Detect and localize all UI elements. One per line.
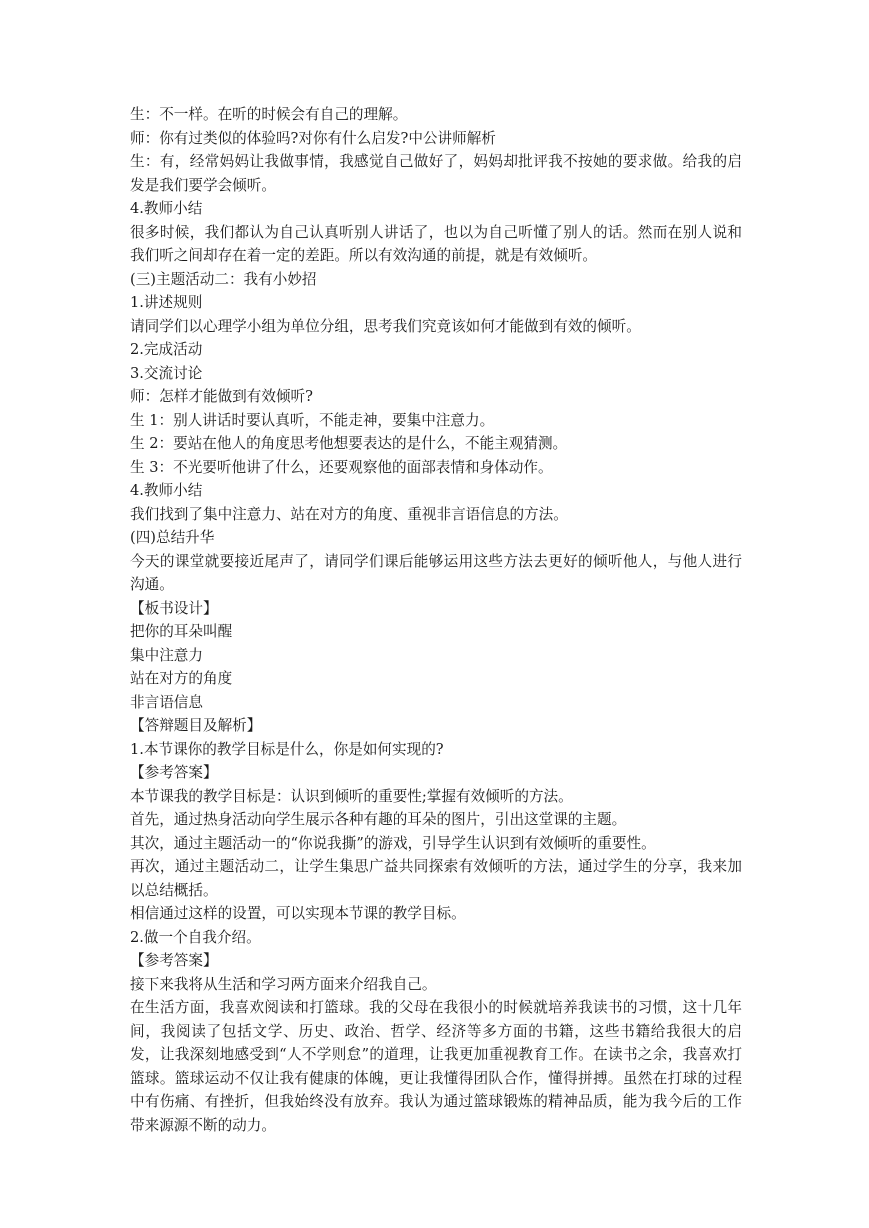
section-heading: 【板书设计】 <box>130 599 218 617</box>
text-paragraph: 在生活方面，我喜欢阅读和打篮球。我的父母在我很小的时候就培养我读书的习惯，这十几年间，我阅读了包括文学、历史、政治、哲学、经济等多方面的书籍，这些书籍给我很大的启发，让我深刻地感受到“人不学则怠”的道理，让我更加重视教育工作。在读书之余，我喜欢打篮球。篮球运动不仅让我有健康的体魄，更让我懂得团队合作，懂得拼搏。虽然在打球的过程中有伤痛、有挫折，但我始终没有放弃。我认为通过篮球锻炼的精神品质，能为我今后的工作带来源源不断的动力。 <box>130 999 742 1134</box>
text-line: 其次，通过主题活动一的“你说我撕”的游戏，引导学生认识到有效倾听的重要性。 <box>130 834 656 852</box>
text-line: 生 1：别人讲话时要认真听，不能走神，要集中注意力。 <box>130 411 495 429</box>
text-line: 我们找到了集中注意力、站在对方的角度、重视非言语信息的方法。 <box>130 505 568 523</box>
section-heading: (三)主题活动二：我有小妙招 <box>130 270 317 288</box>
question-line: 1.本节课你的教学目标是什么，你是如何实现的? <box>130 740 444 758</box>
text-line: 师：你有过类似的体验吗?对你有什么启发?中公讲师解析 <box>130 129 496 147</box>
text-line: 把你的耳朵叫醒 <box>130 623 233 640</box>
text-line: 站在对方的角度 <box>130 670 233 687</box>
text-line: 很多时候，我们都认为自己认真听别人讲话了，也以为自己听懂了别人的话。然而在别人说和我们听之间却存在着一定的差距。所以有效沟通的前提，就是有效倾听。 <box>130 223 742 264</box>
section-heading: 2.完成活动 <box>130 341 203 358</box>
section-heading: 4.教师小结 <box>130 200 203 217</box>
text-line: 本节课我的教学目标是：认识到倾听的重要性;掌握有效倾听的方法。 <box>130 787 573 805</box>
text-line: 接下来我将从生活和学习两方面来介绍我自己。 <box>130 975 437 993</box>
text-line: 相信通过这样的设置，可以实现本节课的教学目标。 <box>130 905 466 922</box>
text-line: 请同学们以心理学小组为单位分组，思考我们究竟该如何才能做到有效的倾听。 <box>130 317 641 335</box>
text-line: 再次，通过主题活动二，让学生集思广益共同探索有效倾听的方法，通过学生的分享，我来加以总结概括。 <box>130 858 742 899</box>
text-line: 非言语信息 <box>130 693 203 711</box>
section-heading: 【答辩题目及解析】 <box>130 717 262 734</box>
text-line: 生 3：不光要听他讲了什么，还要观察他的面部表情和身体动作。 <box>130 458 553 476</box>
question-line: 2.做一个自我介绍。 <box>130 928 261 946</box>
text-line: 今天的课堂就要接近尾声了，请同学们课后能够运用这些方法去更好的倾听他人，与他人进行沟通。 <box>130 552 742 593</box>
text-line: 生 2：要站在他人的角度思考他想要表达的是什么，不能主观猜测。 <box>130 435 568 452</box>
text-line: 集中注意力 <box>130 646 203 664</box>
text-line: 生：有，经常妈妈让我做事情，我感觉自己做好了，妈妈却批评我不按她的要求做。给我的启发是我们要学会倾听。 <box>130 153 742 194</box>
section-heading: 【参考答案】 <box>130 952 218 969</box>
section-heading: (四)总结升华 <box>130 529 215 546</box>
section-heading: 3.交流讨论 <box>130 364 203 382</box>
section-heading: 【参考答案】 <box>130 764 218 781</box>
document-body <box>130 103 742 1137</box>
section-heading: 1.讲述规则 <box>130 294 203 311</box>
section-heading: 4.教师小结 <box>130 482 203 499</box>
text-line: 首先，通过热身活动向学生展示各种有趣的耳朵的图片，引出这堂课的主题。 <box>130 811 627 828</box>
text-line: 生：不一样。在听的时候会有自己的理解。 <box>130 106 408 123</box>
text-line: 师：怎样才能做到有效倾听? <box>130 388 313 405</box>
